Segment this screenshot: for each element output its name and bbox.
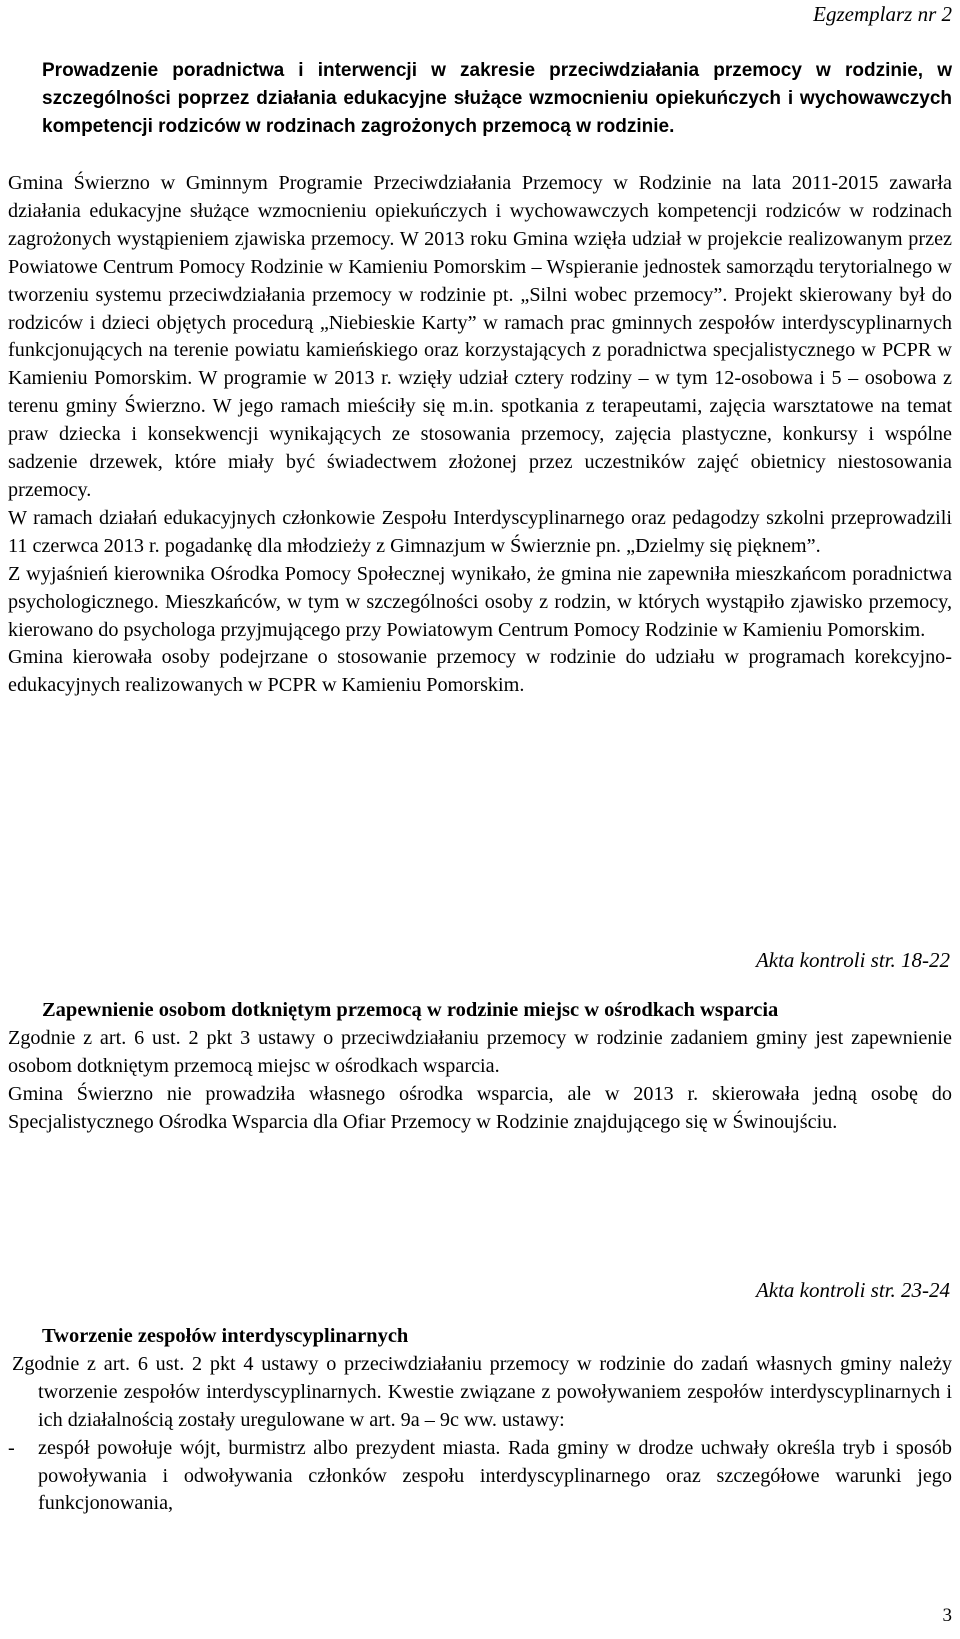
section-2-heading xyxy=(8,57,952,141)
section-2-paragraph-3: Z wyjaśnień kierownika Ośrodka Pomocy Społecznej wynikało, że gmina nie zapewniła mieszkańcom poradnictwa psychologicznego. Mieszkańców, w tym w szczególności osoby z rodzin, w których wystąpiło zjawisko przemocy, kierowano do psychologa przyjmującego przy Powiatowym Centrum Pomocy Rodzinie w Kamieniu Pomorskim. xyxy=(8,562,952,641)
section-2-paragraph-1: Gmina Świerzno w Gminnym Programie Przeciwdziałania Przemocy w Rodzinie na lata 2011-2015 zawarła działania edukacyjne służące wzmocnieniu opiekuńczych i wychowawczych kompetencji rodziców w rodzinach zagrożonych wystąpieniem zjawiska przemocy. W 2013 roku Gmina wzięła udział w projekcie realizowanym przez Powiatowe Centrum Pomocy Rodzinie w Kamieniu Pomorskim – Wspieranie jednostek samorządu terytorialnego w tworzeniu systemu przeciwdziałania przemocy w rodzinie pt. „Silni wobec przemocy”. Projekt skierowany był do rodziców i dzieci objętych procedurą „Niebieskie Karty” w ramach prac gminnych zespołów interdyscyplinarnych funkcjonujących na terenie powiatu kamieńskiego oraz korzystających z poradnictwa specjalistycznego w PCPR w Kamieniu Pomorskim. W programie w 2013 r. wzięły udział cztery rodziny – w tym 12-osobowa i 5 – osobowa z terenu gminy Świerzno. W jego ramach mieściły się m.in. spotkania z terapeutami, zajęcia warsztatowe na temat praw dziecka i konsekwencji wynikających ze stosowania przemocy, zajęcia plastyczne, konkursy i wspólne sadzenie drzewek, które miały być świadectwem złożonej przez uczestników zajęć obietnicy niestosowania przemocy. xyxy=(8,172,952,501)
section-3-number xyxy=(8,997,42,1025)
section-3-paragraph-1: Zgodnie z art. 6 ust. 2 pkt 3 ustawy o przeciwdziałaniu przemocy w rodzinie zadaniem gminy jest zapewnienie osobom dotkniętym przemocą miejsc w ośrodkach wsparcia. xyxy=(8,1026,952,1077)
section-4-number xyxy=(8,1323,42,1351)
list-dash: - xyxy=(8,1436,15,1459)
section-2-body xyxy=(8,170,952,700)
section-4 xyxy=(8,1323,952,1518)
section-4-heading xyxy=(8,1323,952,1351)
section-4-list-item-1 xyxy=(8,1435,952,1519)
section-2-paragraph-2: W ramach działań edukacyjnych członkowie Zespołu Interdyscyplinarnego oraz pedagodzy szkolni przeprowadzili 11 czerwca 2013 r. pogadankę dla młodzieży z Gimnazjum w Świerznie pn. „Dzielmy się pięknem”. xyxy=(8,506,952,557)
section-3-title: Zapewnienie osobom dotkniętym przemocą w rodzinie miejsc w ośrodkach wsparcia xyxy=(42,999,779,1021)
page-number: 3 xyxy=(942,1605,952,1626)
section-4-paragraph-1: Zgodnie z art. 6 ust. 2 pkt 4 ustawy o przeciwdziałaniu przemocy w rodzinie do zadań własnych gminy należy tworzenie zespołów interdyscyplinarnych. Kwestie związane z powoływaniem zespołów interdyscyplinarnych i ich działalnością zostały uregulowane w art. 9a – 9c ww. ustawy: xyxy=(12,1352,952,1431)
section-2-akta-reference: Akta kontroli str. 18-22 xyxy=(755,948,950,972)
section-3-akta-reference: Akta kontroli str. 23-24 xyxy=(755,1278,950,1302)
section-3-heading xyxy=(8,997,952,1025)
section-4-title: Tworzenie zespołów interdyscyplinarnych xyxy=(42,1325,409,1347)
section-2-paragraph-4: Gmina kierowała osoby podejrzane o stosowanie przemocy w rodzinie do udziału w programach korekcyjno-edukacyjnych realizowanych w PCPR w Kamieniu Pomorskim. xyxy=(8,646,952,697)
copy-label: Egzemplarz nr 2 xyxy=(813,2,952,26)
section-3 xyxy=(8,997,952,1137)
section-4-list-item-1-text: zespół powołuje wójt, burmistrz albo prezydent miasta. Rada gminy w drodze uchwały określa tryb i sposób powoływania i odwoływania członków zespołu interdyscyplinarnego oraz szczegółowe warunki jego funkcjonowania, xyxy=(38,1436,952,1515)
section-2-title: Prowadzenie poradnictwa i interwencji w zakresie przeciwdziałania przemocy w rodzinie, w szczególności poprzez działania edukacyjne służące wzmocnieniu opiekuńczych i wychowawczych kompetencji rodziców w rodzinach zagrożonych przemocą w rodzinie. xyxy=(42,60,952,137)
section-3-paragraph-2: Gmina Świerzno nie prowadziła własnego ośrodka wsparcia, ale w 2013 r. skierowała jedną osobę do Specjalistycznego Ośrodka Wsparcia dla Ofiar Przemocy w Rodzinie znajdującego się w Świnoujściu. xyxy=(8,1082,952,1133)
section-2-number xyxy=(8,57,42,85)
section-2 xyxy=(8,57,952,141)
